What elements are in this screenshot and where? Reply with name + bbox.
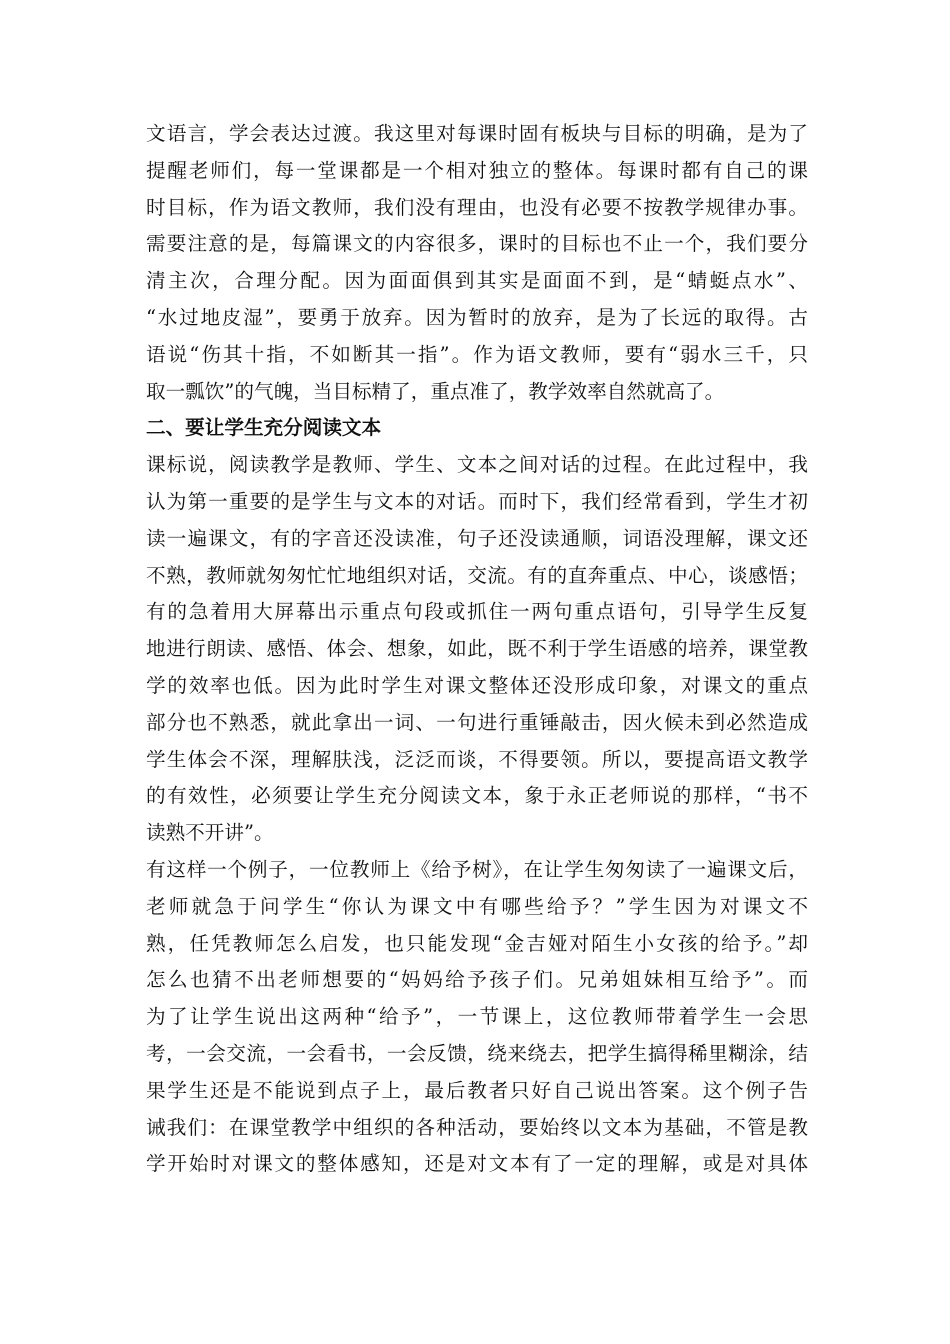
text-line: 有这样一个例子，一位教师上《给予树》，在让学生匆匆读了一遍课文后， (146, 857, 808, 881)
text-line: 认为第一重要的是学生与文本的对话。而时下，我们经常看到，学生才初 (146, 489, 808, 513)
text-line: 课标说，阅读教学是教师、学生、文本之间对话的过程。在此过程中，我 (146, 453, 808, 477)
paragraph (146, 852, 808, 1183)
text-line: 学的效率也低。因为此时学生对课文整体还没形成印象，对课文的重点 (146, 673, 808, 697)
text-line: “水过地皮湿”，要勇于放弃。因为暂时的放弃，是为了长远的取得。古 (146, 305, 808, 329)
text-line: 老师就急于问学生“你认为课文中有哪些给予？”学生因为对课文不 (146, 894, 808, 918)
document-body (146, 116, 808, 1183)
text-line: 不熟，教师就匆匆忙忙地组织对话，交流。有的直奔重点、中心，谈感悟； (146, 563, 808, 587)
text-line: 地进行朗读、感悟、体会、想象，如此，既不利于学生语感的培养，课堂教 (146, 637, 808, 661)
text-line: 读熟不开讲”。 (146, 821, 274, 845)
text-line: 诫我们：在课堂教学中组织的各种活动，要始终以文本为基础，不管是教 (146, 1115, 808, 1139)
text-line: 文语言，学会表达过渡。我这里对每课时固有板块与目标的明确，是为了 (146, 122, 808, 145)
paragraph (146, 447, 808, 852)
paragraph (146, 116, 808, 410)
text-line: 果学生还是不能说到点子上，最后教者只好自己说出答案。这个例子告 (146, 1078, 808, 1102)
text-line: 为了让学生说出这两种“给予”，一节课上，这位教师带着学生一会思 (146, 1005, 808, 1029)
text-line: 提醒老师们，每一堂课都是一个相对独立的整体。每课时都有自己的课 (146, 158, 808, 182)
text-line: 读一遍课文，有的字音还没读准，句子还没读通顺，词语没理解，课文还 (146, 526, 808, 550)
text-line: 取一瓢饮”的气魄，当目标精了，重点准了，教学效率自然就高了。 (146, 379, 725, 403)
text-line: 清主次，合理分配。因为面面俱到其实是面面不到，是“蜻蜓点水”、 (146, 269, 808, 293)
text-line: 学开始时对课文的整体感知，还是对文本有了一定的理解，或是对具体 (146, 1152, 808, 1176)
text-line: 的有效性，必须要让学生充分阅读文本，象于永正老师说的那样，“书不 (146, 784, 808, 808)
section-heading: 二、要让学生充分阅读文本 (146, 416, 382, 440)
text-line: 考，一会交流，一会看书，一会反馈，绕来绕去，把学生搞得稀里糊涂，结 (146, 1041, 808, 1065)
text-line: 怎么也猜不出老师想要的“妈妈给予孩子们。兄弟姐妹相互给予”。而 (146, 968, 808, 992)
text-line: 学生体会不深，理解肤浅，泛泛而谈，不得要领。所以，要提高语文教学 (146, 747, 808, 771)
text-line: 有的急着用大屏幕出示重点句段或抓住一两句重点语句，引导学生反复 (146, 600, 808, 624)
text-line: 熟，任凭教师怎么启发，也只能发现“金吉娅对陌生小女孩的给予。”却 (146, 931, 808, 955)
text-line: 语说“伤其十指，不如断其一指”。作为语文教师，要有“弱水三千，只 (146, 342, 808, 366)
text-line: 需要注意的是，每篇课文的内容很多，课时的目标也不止一个，我们要分 (146, 232, 808, 256)
text-line: 部分也不熟悉，就此拿出一词、一句进行重锤敲击，因火候未到必然造成 (146, 710, 808, 734)
text-line: 时目标，作为语文教师，我们没有理由，也没有必要不按教学规律办事。 (146, 195, 808, 219)
